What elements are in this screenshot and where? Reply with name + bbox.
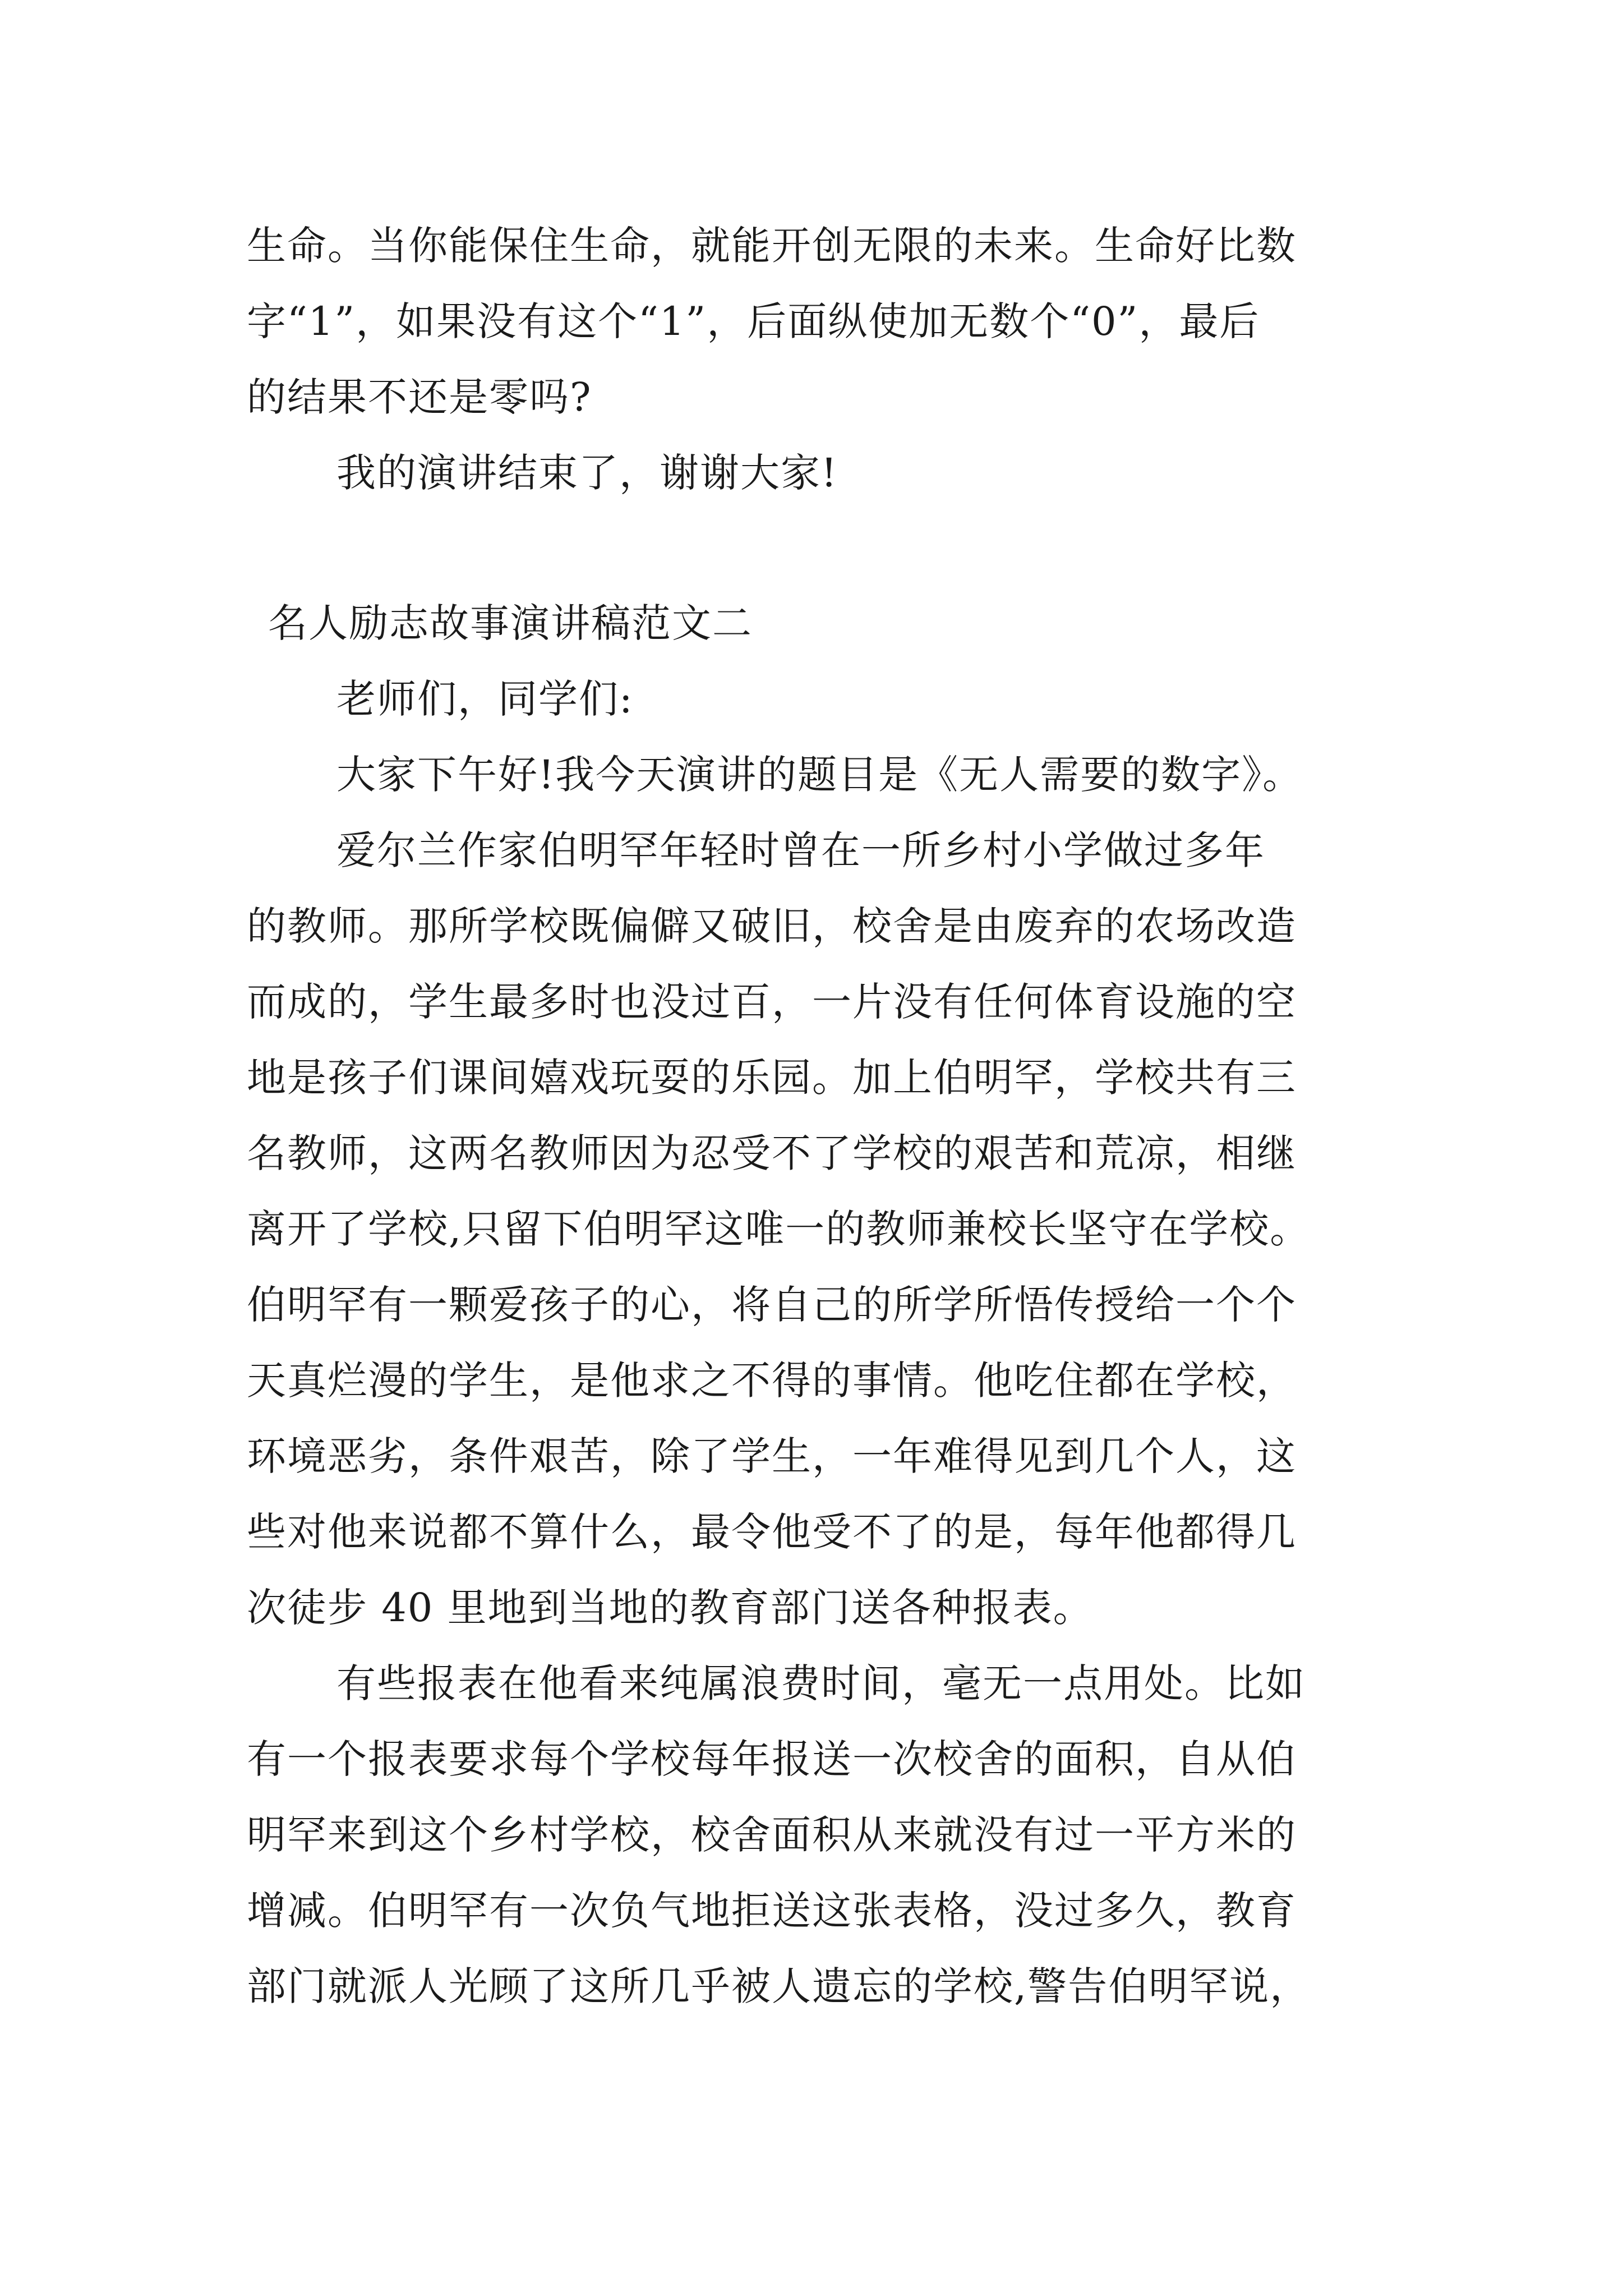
section-title: 名人励志故事演讲稿范文二 xyxy=(268,600,753,646)
paragraph2-line: 有些报表在他看来纯属浪费时间，毫无一点用处。比如 xyxy=(336,1660,1306,1706)
paragraph1-line: 伯明罕有一颗爱孩子的心，将自己的所学所悟传授给一个个 xyxy=(247,1282,1297,1328)
intro-line: 的结果不还是零吗? xyxy=(247,374,592,420)
intro-line: 字“1”，如果没有这个“1”，后面纵使加无数个“0”，最后 xyxy=(247,298,1260,344)
paragraph2-line: 有一个报表要求每个学校每年报送一次校舍的面积，自从伯 xyxy=(247,1736,1297,1782)
paragraph1-line: 环境恶劣，条件艰苦，除了学生，一年难得见到几个人，这 xyxy=(247,1433,1297,1479)
intro-line: 生命。当你能保住生命，就能开创无限的未来。生命好比数 xyxy=(247,223,1297,269)
paragraph2-line: 部门就派人光顾了这所几乎被人遗忘的学校,警告伯明罕说， xyxy=(247,1963,1311,2009)
paragraph1-line: 的教师。那所学校既偏僻又破旧，校舍是由废弃的农场改造 xyxy=(247,903,1297,949)
salutation: 老师们，同学们: xyxy=(336,676,634,722)
closing-line: 我的演讲结束了，谢谢大家! xyxy=(336,450,838,496)
paragraph1-line: 天真烂漫的学生，是他求之不得的事情。他吃住都在学校， xyxy=(247,1358,1297,1404)
paragraph1-line: 名教师，这两名教师因为忍受不了学校的艰苦和荒凉，相继 xyxy=(247,1130,1297,1176)
paragraph2-line: 增减。伯明罕有一次负气地拒送这张表格，没过多久，教育 xyxy=(247,1888,1297,1934)
paragraph1-line: 离开了学校,只留下伯明罕这唯一的教师兼校长坚守在学校。 xyxy=(247,1206,1311,1252)
paragraph1-line: 些对他来说都不算什么，最令他受不了的是，每年他都得几 xyxy=(247,1509,1297,1555)
paragraph1-line: 而成的，学生最多时也没过百，一片没有任何体育设施的空 xyxy=(247,979,1297,1025)
paragraph1-line: 地是孩子们课间嬉戏玩耍的乐园。加上伯明罕，学校共有三 xyxy=(247,1055,1297,1101)
greeting: 大家下午好!我今天演讲的题目是《无人需要的数字》。 xyxy=(336,752,1303,798)
paragraph2-line: 明罕来到这个乡村学校，校舍面积从来就没有过一平方米的 xyxy=(247,1812,1297,1858)
paragraph1-line: 次徒步 40 里地到当地的教育部门送各种报表。 xyxy=(247,1585,1094,1631)
paragraph1-line: 爱尔兰作家伯明罕年轻时曾在一所乡村小学做过多年 xyxy=(336,827,1265,873)
